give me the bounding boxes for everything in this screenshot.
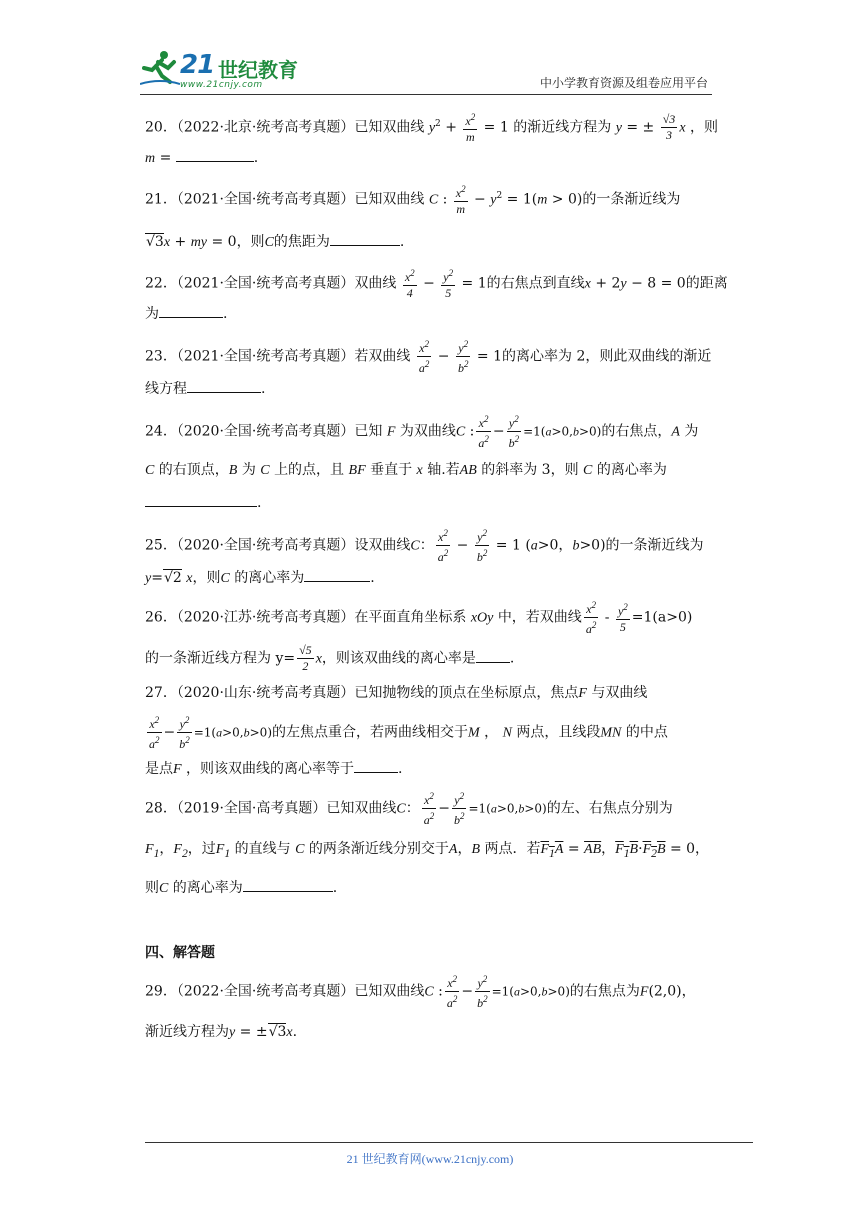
question-text: .	[398, 761, 403, 777]
question-number: 24．	[145, 423, 177, 440]
question-list	[145, 110, 728, 1052]
question-text: 的右顶点，	[158, 462, 229, 478]
question-number: 25．	[145, 537, 177, 554]
answer-blank[interactable]	[243, 877, 333, 892]
question-text: .	[370, 570, 375, 586]
question-text: 已知双曲线	[326, 800, 397, 817]
question-text: 的右焦点到直线	[486, 275, 585, 292]
question-text: 已知	[354, 423, 383, 440]
question-text: ，则该双曲线的离心率是	[321, 650, 476, 667]
question-text: .	[399, 234, 405, 250]
question-text: 为	[241, 462, 256, 478]
question-text: 的一条渐近线方程为 y=	[145, 650, 296, 667]
fraction: $\frac{x^2}{a^2}$	[423, 791, 435, 827]
fraction: $\frac{y^2}{b^2}$	[457, 339, 469, 375]
question-26: 26．（2020·江苏·统考高考真题）在平面直角坐标系 xOy 中，若双曲线 $\frac{x^2}{a^2}$ - $\frac{y^2}{5}$ =1(a>0) 的一条渐近线方程为 y= $\frac{√5}{2}$ x，则该双曲线的离心率是 .	[145, 600, 693, 673]
question-source: （2022·北京·统考高考真题）	[176, 119, 355, 136]
question-text: 两点，且线段	[516, 724, 601, 741]
question-source: （2021·全国·统考高考真题）	[176, 348, 355, 365]
question-text: .	[509, 650, 515, 667]
fraction: $\frac{x^2}{4}$	[404, 268, 415, 300]
question-text: ，则	[192, 570, 221, 586]
logo	[140, 44, 310, 92]
question-text: .	[253, 150, 259, 166]
fraction: $\frac{x^2}{a^2}$	[149, 715, 160, 751]
answer-blank[interactable]	[187, 378, 261, 393]
question-source: （2020·全国·统考高考真题）	[176, 423, 355, 440]
question-text: 的离心率为 2，则此双曲线的渐近	[502, 348, 712, 365]
question-24: 24．（2020·全国·统考高考真题）已知 F 为双曲线C : $\frac{x^2}{a^2}$ − $\frac{y^2}{b^2}$ =1(a>0,b>0)的右焦点，A 为 C 的右顶点，B 为 C 上的点，且 BF 垂直于 x 轴.若AB 的斜率为 3，则 C 的离心率为 .	[145, 414, 699, 511]
question-text: 上的点，且	[274, 462, 345, 478]
question-text: 的渐近线方程为	[513, 119, 612, 136]
question-number: 23．	[145, 348, 177, 365]
question-text: =	[159, 150, 172, 166]
question-text: 在平面直角坐标系	[354, 609, 467, 626]
answer-blank[interactable]	[176, 147, 254, 162]
fraction: $\frac{y^2}{b^2}$	[476, 528, 488, 564]
question-text: 的两条渐近线分别交于	[308, 841, 449, 857]
question-text: 渐近线方程为	[145, 1023, 229, 1040]
question-21: 21．（2021·全国·统考高考真题）已知双曲线 C : $\frac{x^2}{m}$ − $y^2 = 1(m > 0)$的一条渐近线为 √3x + my = 0，则C的焦距为 .	[145, 184, 681, 250]
logo-mark: 21	[180, 50, 215, 80]
question-number: 27．	[145, 685, 177, 701]
fraction: $\frac{y^2}{b^2}$	[508, 414, 520, 450]
question-text: 的一条渐近线为	[582, 191, 681, 208]
question-text: ，则	[236, 234, 265, 250]
question-text: ，	[484, 724, 499, 741]
answer-blank[interactable]	[304, 567, 370, 582]
question-text: 的直线与	[234, 841, 291, 857]
question-source: （2021·全国·统考高考真题）	[176, 191, 355, 208]
question-text: 为双曲线	[399, 423, 456, 440]
platform-name: 中小学教育资源及组卷应用平台	[539, 76, 708, 90]
question-text: 是点	[145, 761, 173, 777]
fraction: $\frac{x^2}{a^2}$	[585, 600, 597, 636]
footer-divider	[145, 1142, 753, 1143]
fraction: $\frac{y^2}{b^2}$	[453, 791, 465, 827]
question-text: .	[292, 1023, 298, 1040]
page-header	[140, 44, 712, 95]
question-text: 的一条渐近线为	[605, 537, 704, 554]
fraction: $\frac{x^2}{a^2}$	[446, 973, 458, 1010]
question-source: （2020·山东·统考高考真题）	[176, 685, 355, 701]
question-text: 若双曲线	[354, 348, 411, 365]
fraction: $\frac{x^2}{a^2}$	[418, 339, 430, 375]
question-text: .	[257, 495, 262, 511]
question-text: 垂直于	[370, 462, 413, 478]
question-number: 22．	[145, 275, 177, 292]
question-source: （2022·全国·统考高考真题）	[176, 983, 355, 1000]
question-text: 已知双曲线	[354, 119, 425, 136]
question-29: 29．（2022·全国·统考高考真题）已知双曲线C : $\frac{x^2}{a^2}$ − $\frac{y^2}{b^2}$ =1(a>0,b>0)的右焦点为F(2,0)， 渐近线方程为y = ±√3x.	[145, 973, 696, 1040]
math-var: C	[264, 235, 274, 250]
answer-blank[interactable]	[354, 758, 398, 773]
question-20: 20．（2022·北京·统考高考真题）已知双曲线 $y^2$ + $\frac{x^2}{m}$ = 1 的渐近线方程为 y = ± $\frac{√3}{3}$ x ，则 m = .	[145, 112, 718, 166]
question-text: 的中点	[625, 724, 668, 741]
question-source: （2021·全国·统考高考真题）	[176, 275, 355, 292]
question-23: 23．（2021·全国·统考高考真题）若双曲线 $\frac{x^2}{a^2}$ − $\frac{y^2}{b^2}$ = 1的离心率为 2，则此双曲线的渐近 线方程 .	[145, 339, 712, 397]
question-text: 两点．若	[484, 841, 541, 857]
question-source: （2020·江苏·统考高考真题）	[176, 609, 355, 626]
question-number: 28．	[145, 800, 177, 817]
question-text: 的离心率为	[234, 570, 305, 586]
question-text: 双曲线	[354, 275, 397, 292]
question-27: 27．（2020·山东·统考高考真题）已知抛物线的顶点在坐标原点，焦点F 与双曲线 $\frac{x^2}{a^2}$ − $\frac{y^2}{b^2}$ =1(a>0,b>0)的左焦点重合，若两曲线相交于M ， N 两点，且线段MN 的中点 是点F ，则该双曲线的离心率等于 .	[145, 685, 668, 777]
question-source: （2019·全国·高考真题）	[176, 800, 327, 817]
question-text: 的右焦点为	[569, 983, 640, 1000]
question-text: .	[332, 879, 338, 896]
logo-url: www.21cnjy.com	[180, 80, 263, 90]
fraction: $\frac{x^2}{m}$	[465, 112, 476, 144]
question-text: 线方程	[145, 381, 187, 397]
answer-blank[interactable]	[476, 648, 510, 663]
footer-text: 21 世纪教育网(www.21cnjy.com)	[346, 1152, 514, 1166]
question-text: .	[223, 306, 228, 322]
answer-blank[interactable]	[145, 492, 257, 507]
section-title: 四、解答题	[145, 944, 215, 961]
question-text: 中，若双曲线	[497, 609, 582, 626]
question-number: 29．	[145, 983, 177, 1000]
question-number: 20．	[145, 119, 177, 136]
fraction: $\frac{x^2}{a^2}$	[478, 414, 489, 450]
fraction: $\frac{y^2}{b^2}$	[477, 973, 488, 1010]
question-number: 21．	[145, 191, 177, 208]
question-28: 28．（2019·全国·高考真题）已知双曲线C： $\frac{x^2}{a^2}$ − $\frac{y^2}{b^2}$ =1(a>0,b>0)的左、右焦点分别为 $F_1$，$F_2$，过$F_1$ 的直线与 C 的两条渐近线分别交于A，B 两点．若$F_1A = \overline{AB}$，$F_1B\cdot F_2B = 0$， 则C 的离心率为 .	[145, 791, 710, 896]
question-text: ，过	[187, 841, 216, 857]
fraction: $\frac{√5}{2}$	[299, 643, 312, 673]
question-text: 的离心率为	[596, 462, 667, 478]
question-text: 与双曲线	[591, 685, 648, 701]
question-text: 已知抛物线的顶点在坐标原点，焦点	[354, 685, 579, 701]
question-text: 为	[145, 306, 159, 322]
question-text: 则	[145, 879, 159, 896]
question-25: 25．（2020·全国·统考高考真题）设双曲线C： $\frac{x^2}{a^2}$ − $\frac{y^2}{b^2}$ = 1 (a>0，b>0)的一条渐近线为 y=√2 x，则C 的离心率为 .	[145, 528, 704, 586]
question-text: 已知双曲线	[354, 191, 425, 208]
question-text: 的距离	[685, 275, 728, 292]
fraction: $\frac{y^2}{5}$	[443, 268, 454, 300]
question-text: ，则	[689, 119, 718, 136]
question-text: 的右焦点，	[601, 423, 672, 440]
question-text: 为	[684, 423, 699, 440]
question-text: ，	[681, 983, 696, 1000]
question-text: ，则该双曲线的离心率等于	[186, 761, 355, 777]
answer-blank[interactable]	[330, 231, 400, 246]
question-text: 的离心率为	[172, 879, 243, 896]
logo-text: 世纪教育	[218, 58, 298, 82]
fraction: $\frac{y^2}{b^2}$	[179, 715, 190, 751]
question-text: 的左、右焦点分别为	[546, 800, 673, 817]
math-var: m	[145, 151, 156, 166]
fraction: $\frac{√3}{3}$	[662, 112, 676, 142]
question-text: 的焦距为	[273, 234, 330, 250]
runner-icon	[140, 48, 180, 88]
answer-blank[interactable]	[159, 303, 223, 318]
fraction: $\frac{x^2}{a^2}$	[437, 528, 449, 564]
question-text: 已知双曲线	[354, 983, 425, 1000]
fraction: $\frac{x^2}{m}$	[455, 184, 466, 216]
question-22: 22．（2021·全国·统考高考真题）双曲线 $\frac{x^2}{4}$ − $\frac{y^2}{5}$ = 1的右焦点到直线x + 2y − 8 = 0的距离 为 .	[145, 268, 728, 322]
question-text: 轴.若	[427, 462, 460, 478]
question-text: 的斜率为 3，则	[481, 462, 579, 478]
question-text: 设双曲线	[354, 537, 411, 554]
question-text: .	[261, 381, 266, 397]
question-text: 的左焦点重合，若两曲线相交于	[272, 724, 468, 741]
question-text: ，	[601, 841, 616, 857]
question-number: 26．	[145, 609, 177, 626]
fraction: $\frac{y^2}{5}$	[617, 602, 628, 634]
question-source: （2020·全国·统考高考真题）	[176, 537, 355, 554]
